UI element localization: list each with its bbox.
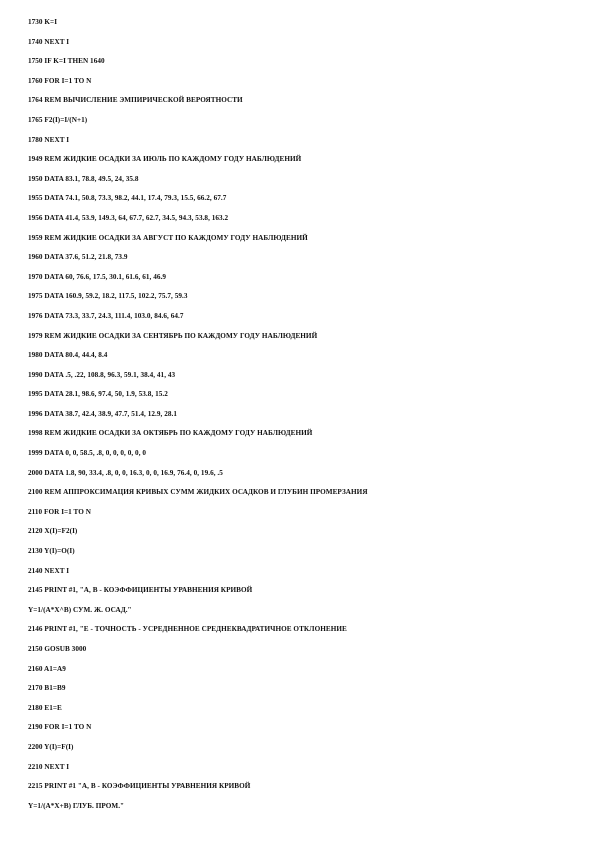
program-line: 1760 FOR I=1 TO N [28, 76, 92, 85]
program-line: 2120 X(I)=F2(I) [28, 527, 78, 536]
program-line: 2146 PRINT #1, "E - ТОЧНОСТЬ - УСРЕДНЕННОЕ СРЕДНЕКВАДРАТИЧНОЕ ОТКЛОНЕНИЕ [28, 625, 347, 634]
program-line: 2000 DATA 1.8, 90, 33.4, .8, 0, 0, 16.3, 0, 0, 16.9, 76.4, 0, 19.6, .5 [28, 468, 223, 477]
program-line: 2160 A1=A9 [28, 664, 66, 673]
program-line: Y=1/(A*X^B) СУМ. Ж. ОСАД." [28, 605, 132, 614]
basic-program-listing [28, 13, 588, 816]
program-line: 1955 DATA 74.1, 50.8, 73.3, 98.2, 44.1, 17.4, 79.3, 15.5, 66.2, 67.7 [28, 194, 227, 203]
program-line: 2100 REM АППРОКСИМАЦИЯ КРИВЫХ СУММ ЖИДКИХ ОСАДКОВ И ГЛУБИН ПРОМЕРЗАНИЯ [28, 488, 368, 497]
program-line: 2190 FOR I=1 TO N [28, 723, 92, 732]
program-line: 2200 Y(I)=F(I) [28, 742, 74, 751]
program-line: 1990 DATA .5, .22, 108.8, 96.3, 59.1, 38.4, 41, 43 [28, 370, 176, 379]
program-line: 1995 DATA 28.1, 98.6, 97.4, 50, 1.9, 53.8, 15.2 [28, 390, 168, 399]
program-line: 1975 DATA 160.9, 59.2, 18.2, 117.5, 102.2, 75.7, 59.3 [28, 292, 188, 301]
program-line: 2140 NEXT I [28, 566, 70, 575]
program-line: Y=1/(A*X+B) ГЛУБ. ПРОМ." [28, 801, 125, 810]
program-line: 2210 NEXT I [28, 762, 70, 771]
program-line: 1970 DATA 60, 76.6, 17.5, 30.1, 61.6, 61, 46.9 [28, 272, 166, 281]
program-line: 2150 GOSUB 3000 [28, 645, 87, 653]
program-line: 1750 IF K=I THEN 1640 [28, 57, 105, 66]
program-line: 1740 NEXT I [28, 37, 70, 46]
program-line: 2170 B1=B9 [28, 684, 66, 693]
program-line: 1998 REM ЖИДКИЕ ОСАДКИ ЗА ОКТЯБРЬ ПО КАЖДОМУ ГОДУ НАБЛЮДЕНИЙ [28, 429, 313, 438]
program-line: 1999 DATA 0, 0, 58.5, .8, 0, 0, 0, 0, 0, 0 [28, 449, 147, 458]
program-line: 1960 DATA 37.6, 51.2, 21.8, 73.9 [28, 253, 128, 262]
program-line: 1730 K=I [28, 18, 58, 26]
program-line: 2145 PRINT #1, "A, B - КОЭФФИЦИЕНТЫ УРАВНЕНИЯ КРИВОЙ [28, 586, 253, 595]
program-line: 2130 Y(I)=O(I) [28, 547, 75, 556]
program-line: 1959 REM ЖИДКИЕ ОСАДКИ ЗА АВГУСТ ПО КАЖДОМУ ГОДУ НАБЛЮДЕНИЙ [28, 233, 308, 242]
program-line: 1765 F2(I)=I/(N+1) [28, 115, 88, 124]
program-line: 1780 NEXT I [28, 135, 70, 144]
program-line: 2180 E1=E [28, 703, 62, 712]
program-line: 2110 FOR I=1 TO N [28, 507, 91, 516]
program-line: 1764 REM ВЫЧИСЛЕНИЕ ЭМПИРИЧЕСКОЙ ВЕРОЯТНОСТИ [28, 96, 243, 105]
program-line: 1976 DATA 73.3, 33.7, 24.3, 111.4, 103.0, 84.6, 64.7 [28, 311, 184, 320]
program-line: 1956 DATA 41.4, 53.9, 149.3, 64, 67.7, 62.7, 34.5, 94.3, 53.8, 163.2 [28, 213, 229, 222]
program-line: 1979 REM ЖИДКИЕ ОСАДКИ ЗА СЕНТЯБРЬ ПО КАЖДОМУ ГОДУ НАБЛЮДЕНИЙ [28, 331, 318, 340]
program-line: 1950 DATA 83.1, 78.8, 49.5, 24, 35.8 [28, 174, 139, 183]
program-line: 1980 DATA 80.4, 44.4, 8.4 [28, 351, 108, 360]
program-line: 2215 PRINT #1 "A, B - КОЭФФИЦИЕНТЫ УРАВНЕНИЯ КРИВОЙ [28, 782, 251, 791]
program-line: 1949 REM ЖИДКИЕ ОСАДКИ ЗА ИЮЛЬ ПО КАЖДОМУ ГОДУ НАБЛЮДЕНИЙ [28, 155, 302, 164]
program-line: 1996 DATA 38.7, 42.4, 38.9, 47.7, 51.4, 12.9, 28.1 [28, 409, 177, 418]
